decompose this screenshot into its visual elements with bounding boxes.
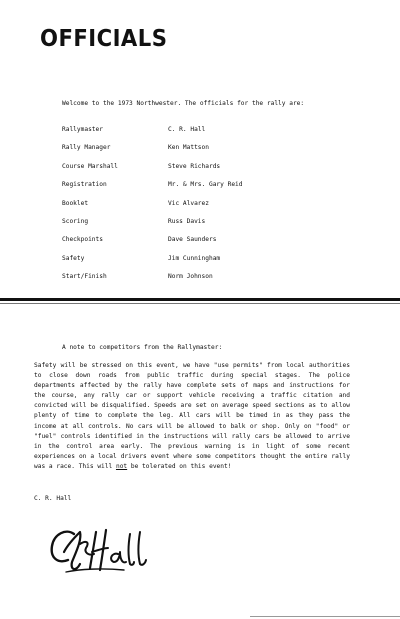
- official-name: Mr. & Mrs. Gary Reid: [168, 181, 243, 189]
- section-divider-thin: [0, 303, 400, 304]
- note-body-text: Safety will be stressed on this event, we have "use permits" from local authorities to close down roads from public traffic during special stages. The police departments affected by the rally have complete sets of maps and instructions for the course, any rally car or support vehicle receiving a traffic citation and convicted will be disqualified. Speeds are set on average speed sections as to allow plenty of time to complete the leg. All cars will be timed in as they pass the income at all controls. No cars will be allowed to balk or shop. Only on "food" or "fuel" controls identified in the instructions will rally cars be allowed to arrive in the control area early. The previous warning is in light of some recent experiences on a local drivers event where some competitors thought the entire rally was a race. This will: [34, 362, 350, 470]
- page-title: OFFICIALS: [40, 26, 168, 52]
- note-body-emphasis: not: [115, 462, 128, 470]
- official-name: Dave Saunders: [168, 236, 217, 244]
- official-role: Checkpoints: [62, 236, 103, 244]
- official-name: Steve Richards: [168, 162, 221, 170]
- official-role: Course Marshall: [62, 162, 118, 170]
- official-role: Booklet: [62, 199, 89, 207]
- official-name: C. R. Hall: [168, 126, 206, 133]
- section-divider: [0, 298, 400, 301]
- official-role: Scoring: [62, 217, 89, 225]
- official-name: Vic Alvarez: [168, 199, 209, 207]
- official-name: Russ Davis: [168, 217, 206, 225]
- note-body-closing: be tolerated on this event!: [127, 462, 232, 470]
- official-name: Norm Johnson: [168, 273, 213, 281]
- official-role: Registration: [62, 181, 107, 189]
- note-body: [34, 361, 350, 472]
- official-role: Start/Finish: [62, 273, 107, 281]
- signoff: C. R. Hall: [34, 495, 72, 502]
- official-role: Rallymaster: [62, 126, 103, 133]
- welcome-text: Welcome to the 1973 Northwester. The officials for the rally are:: [62, 100, 305, 107]
- official-role: Rally Manager: [62, 144, 111, 152]
- official-role: Safety: [62, 254, 85, 262]
- note-heading: A note to competitors from the Rallymaster:: [62, 344, 223, 351]
- official-name: Ken Mattson: [168, 144, 209, 152]
- footer-rule: [250, 616, 400, 617]
- handwritten-signature: [46, 522, 156, 582]
- official-name: Jim Cunningham: [168, 254, 221, 262]
